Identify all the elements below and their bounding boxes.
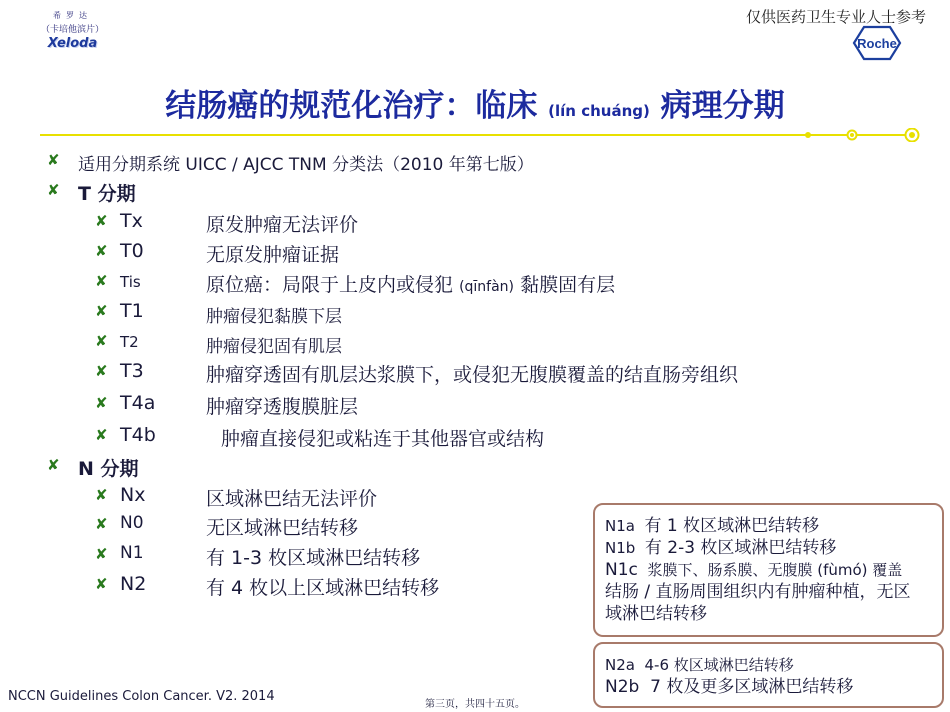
n1-substage-box bbox=[593, 503, 944, 637]
stage-label: Tis bbox=[120, 273, 141, 291]
n2b-label: N2b bbox=[605, 677, 640, 697]
logo-brand: Xeloda bbox=[47, 36, 98, 51]
x-bullet-icon: ✘ bbox=[95, 242, 108, 260]
stage-label: T0 bbox=[120, 240, 144, 262]
title-main: 结肠癌的规范化治疗：临床 bbox=[165, 88, 538, 124]
stage-description: 肿瘤侵犯固有肌层 bbox=[206, 337, 342, 357]
n1a-text: 有 1 枚区域淋巴结转移 bbox=[644, 516, 820, 536]
x-bullet-icon: ✘ bbox=[95, 545, 108, 563]
n1b-label: N1b bbox=[605, 539, 636, 557]
x-bullet-icon: ✘ bbox=[95, 486, 108, 504]
stage-description: 原发肿瘤无法评价 bbox=[206, 214, 359, 236]
stage-label: T1 bbox=[120, 300, 144, 322]
stage-description: 无原发肿瘤证据 bbox=[206, 244, 340, 266]
tis-desc-tail: 黏膜固有层 bbox=[520, 274, 616, 296]
n2a-label: N2a bbox=[605, 656, 635, 674]
x-bullet-icon: ✘ bbox=[95, 272, 108, 290]
title-tail: 病理分期 bbox=[660, 88, 785, 124]
stage-description: 肿瘤穿透腹膜脏层 bbox=[206, 396, 359, 418]
stage-label: T2 bbox=[120, 333, 139, 351]
n2b-line bbox=[605, 676, 934, 698]
n2b-text: 7 枚及更多区域淋巴结转移 bbox=[650, 677, 854, 697]
t-stage-heading: T 分期 bbox=[78, 183, 136, 205]
x-bullet-icon: ✘ bbox=[95, 362, 108, 380]
stage-label: N0 bbox=[120, 513, 144, 533]
n2-substage-box bbox=[593, 642, 944, 708]
stage-description bbox=[206, 270, 615, 297]
n1c-line3: 域淋巴结转移 bbox=[605, 604, 707, 624]
disclaimer-text: 仅供医药卫生专业人士参考 bbox=[745, 8, 926, 26]
title-pinyin: (lín chuáng) bbox=[548, 102, 650, 120]
stage-label: N1 bbox=[120, 543, 144, 563]
x-bullet-icon: ✘ bbox=[95, 302, 108, 320]
stage-description: 无区域淋巴结转移 bbox=[206, 517, 359, 539]
x-bullet-icon: ✘ bbox=[95, 394, 108, 412]
roche-logo-text: Roche bbox=[857, 36, 897, 51]
stage-label: Nx bbox=[120, 484, 146, 506]
stage-description: 区域淋巴结无法评价 bbox=[206, 488, 378, 510]
x-bullet-icon: ✘ bbox=[47, 181, 60, 199]
x-bullet-icon: ✘ bbox=[47, 151, 60, 169]
n1a-label: N1a bbox=[605, 517, 635, 535]
stage-label: N2 bbox=[120, 573, 147, 595]
stage-label: T4b bbox=[120, 424, 156, 446]
stage-description: 有 4 枚以上区域淋巴结转移 bbox=[206, 577, 440, 599]
n1c-line2: 结肠 / 直肠周围组织内有肿瘤种植，无区 bbox=[605, 582, 911, 602]
n1b-text: 有 2-3 枚区域淋巴结转移 bbox=[644, 538, 837, 558]
n1c-text-a: 浆膜下、肠系膜、无腹膜 bbox=[647, 561, 813, 579]
stage-label: Tx bbox=[120, 210, 143, 232]
n1b-line bbox=[605, 537, 934, 559]
stage-description: 有 1-3 枚区域淋巴结转移 bbox=[206, 547, 421, 569]
title-divider bbox=[40, 128, 920, 142]
tis-desc-pinyin: (qīnfàn) bbox=[459, 279, 515, 295]
x-bullet-icon: ✘ bbox=[95, 212, 108, 230]
page-title bbox=[0, 80, 950, 125]
n1c-text-b: 覆盖 bbox=[872, 561, 903, 579]
stage-description: 肿瘤穿透固有肌层达浆膜下，或侵犯无腹膜覆盖的结直肠旁组织 bbox=[206, 364, 739, 386]
n-stage-heading: N 分期 bbox=[78, 458, 139, 480]
logo-cn-name: 希罗达 bbox=[53, 11, 92, 20]
stage-label: T3 bbox=[120, 360, 144, 382]
n2a-text: 4-6 枚区域淋巴结转移 bbox=[644, 656, 794, 674]
tis-desc-main: 原位癌：局限于上皮内或侵犯 bbox=[206, 274, 454, 296]
x-bullet-icon: ✘ bbox=[95, 426, 108, 444]
stage-description: 肿瘤侵犯黏膜下层 bbox=[206, 307, 342, 327]
x-bullet-icon: ✘ bbox=[47, 456, 60, 474]
n2a-line bbox=[605, 654, 934, 676]
x-bullet-icon: ✘ bbox=[95, 515, 108, 533]
logo-cn-sub: （卡培他滨片） bbox=[40, 25, 104, 35]
x-bullet-icon: ✘ bbox=[95, 332, 108, 350]
roche-logo-icon bbox=[847, 24, 907, 62]
footer-source: NCCN Guidelines Colon Cancer. V2. 2014 bbox=[8, 689, 275, 704]
x-bullet-icon: ✘ bbox=[95, 575, 108, 593]
n1c-pinyin: (fùmó) bbox=[817, 561, 868, 579]
n1a-line bbox=[605, 515, 934, 537]
n1c-line bbox=[605, 559, 934, 581]
stage-description: 肿瘤直接侵犯或粘连于其他器官或结构 bbox=[221, 428, 545, 450]
stage-label: T4a bbox=[120, 392, 156, 414]
n1c-label: N1c bbox=[605, 560, 638, 580]
xeloda-logo bbox=[30, 10, 115, 62]
staging-system-text: 适用分期系统 UICC / AJCC TNM 分类法（2010 年第七版） bbox=[78, 155, 534, 175]
page-number: 第三页，共四十五页。 bbox=[425, 699, 525, 710]
